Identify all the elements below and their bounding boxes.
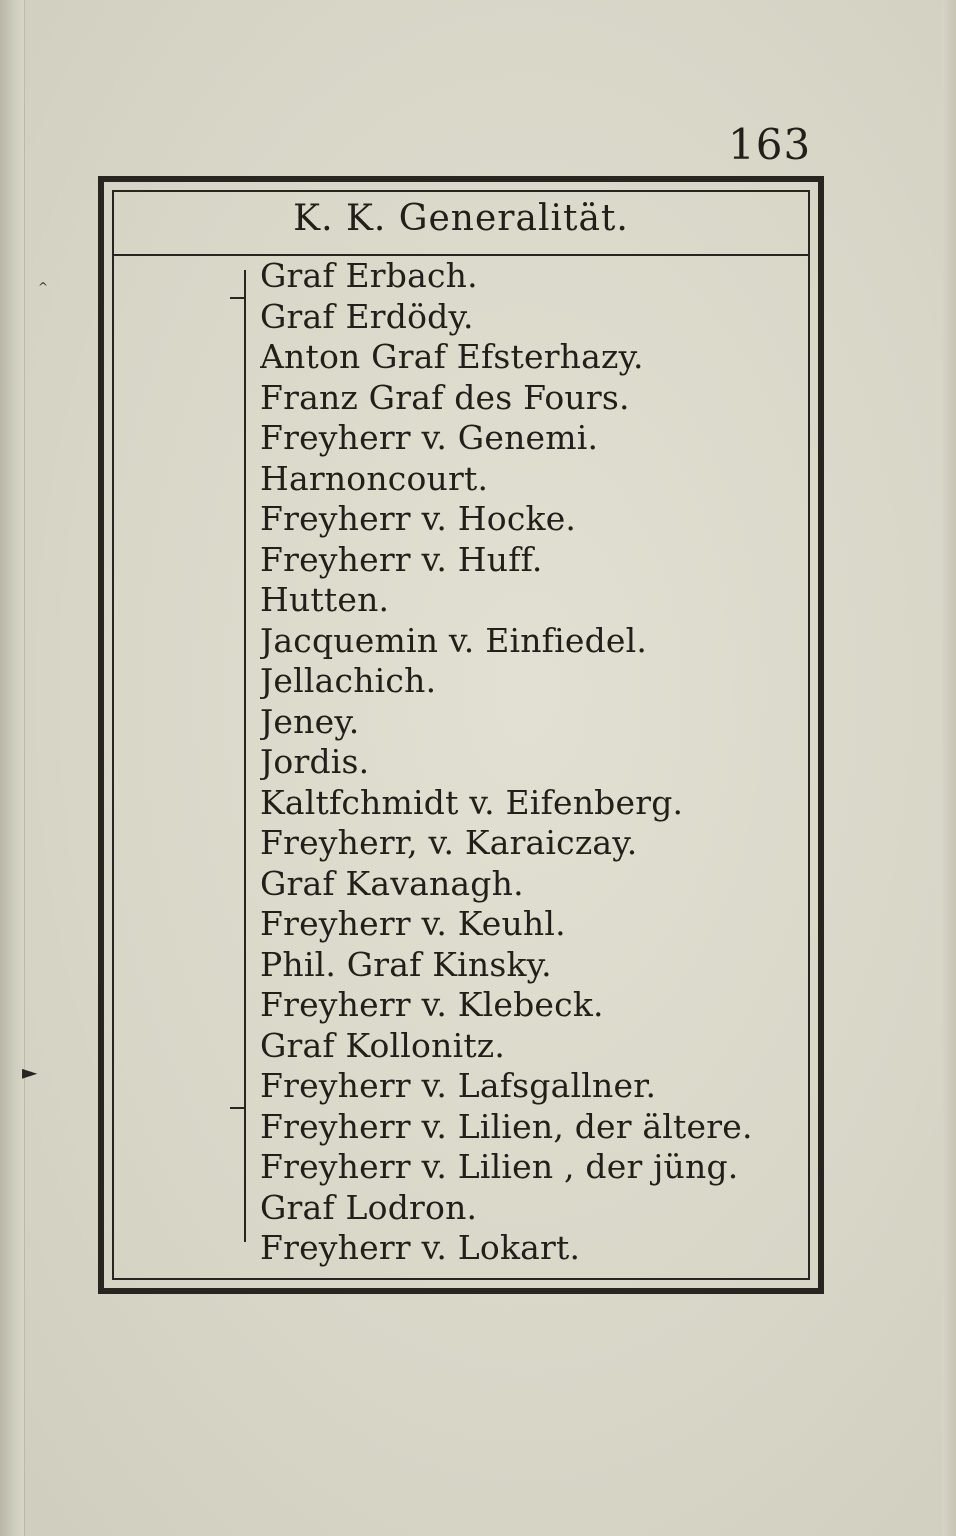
- list-item: Freyherr v. Lokart.: [260, 1228, 581, 1267]
- list-item: Graf Erdödy.: [260, 296, 474, 336]
- bracket-tick-top: [230, 297, 244, 299]
- table-heading: K. K. Generalität.: [293, 198, 629, 239]
- list-item: Freyherr, v. Karaiczay.: [260, 823, 638, 862]
- list-item: Hutten.: [260, 580, 390, 619]
- bracket-line: [244, 270, 246, 1242]
- names-list: [260, 256, 808, 1269]
- list-item: Graf Kollonitz.: [260, 1025, 506, 1065]
- list-item: Franz Graf des Fours.: [260, 377, 630, 417]
- page-gutter: [0, 0, 25, 1536]
- bracket-tick-bottom: [230, 1107, 244, 1109]
- page-number: 163: [728, 120, 812, 169]
- list-item: Freyherr v. Keuhl.: [260, 904, 566, 943]
- list-item: Freyherr v. Hocke.: [260, 499, 577, 538]
- list-item: Freyherr v. Lilien, der ältere.: [260, 1106, 753, 1146]
- list-item: Harnoncourt.: [260, 458, 489, 498]
- list-item: Freyherr v. Huff.: [260, 539, 543, 579]
- list-item: Jellachich.: [260, 661, 437, 700]
- margin-mark-upper: ^: [38, 280, 49, 294]
- list-item: Freyherr v. Lafsgallner.: [260, 1066, 657, 1105]
- list-item: Jeney.: [260, 701, 360, 741]
- list-item: Kaltfchmidt v. Eifenberg.: [260, 782, 684, 822]
- list-item: Graf Erbach.: [260, 256, 478, 295]
- list-item: Freyherr v. Klebeck.: [260, 985, 604, 1024]
- list-item: Graf Lodron.: [260, 1187, 478, 1227]
- list-item: Freyherr v. Lilien , der jüng.: [260, 1147, 739, 1186]
- list-item: Jacquemin v. Einfiedel.: [260, 620, 648, 660]
- list-item: Anton Graf Efsterhazy.: [260, 337, 644, 376]
- list-item: Jordis.: [260, 742, 370, 781]
- list-item: Freyherr v. Genemi.: [260, 418, 599, 457]
- list-item: Graf Kavanagh.: [260, 863, 524, 903]
- margin-mark-lower: ►: [22, 1060, 38, 1084]
- list-item: Phil. Graf Kinsky.: [260, 944, 552, 984]
- page-edge: [942, 0, 956, 1536]
